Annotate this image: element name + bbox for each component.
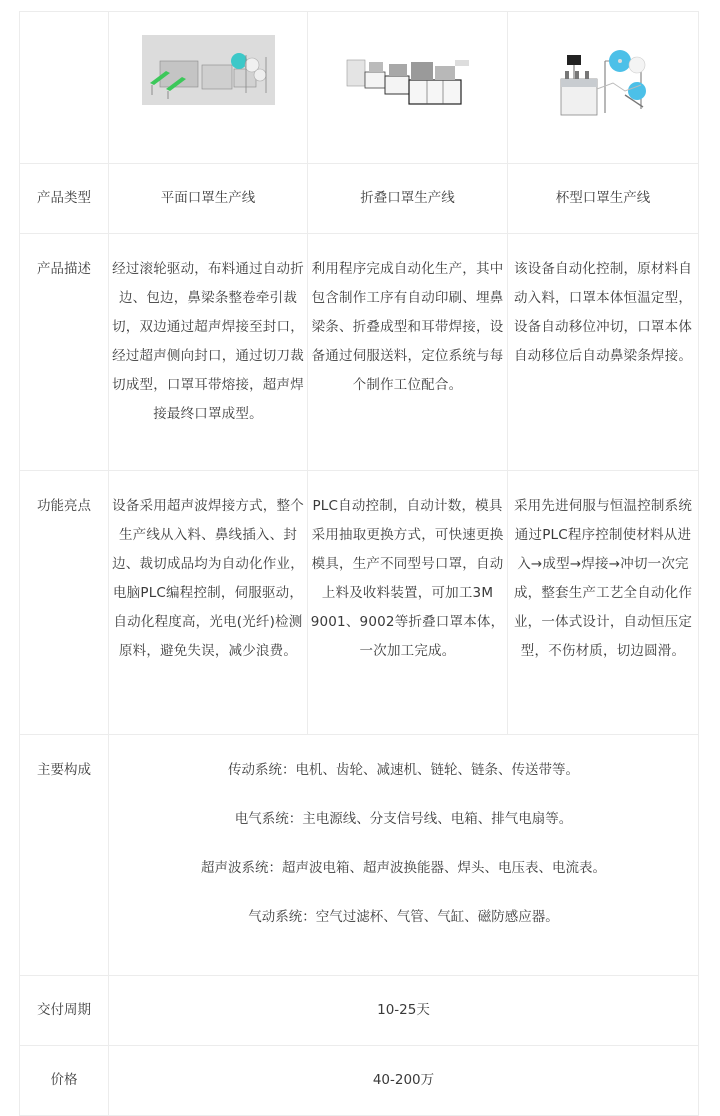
row-label-description: 产品描述 [20,234,109,471]
empty-corner-cell [20,12,109,164]
composition-transmission: 传动系统：电机、齿轮、减速机、链轮、链条、传送带等。 [228,762,579,778]
row-label-features: 功能亮点 [20,471,109,735]
image-cell-cup [508,12,699,164]
composition-cell [109,735,699,976]
product-type-folding: 折叠口罩生产线 [308,164,508,234]
product-type-flat: 平面口罩生产线 [109,164,308,234]
composition-row [20,735,699,976]
product-description-row [20,234,699,471]
product-type-row [20,164,699,234]
folding-mask-machine-image [343,52,473,112]
row-label-product-type: 产品类型 [20,164,109,234]
image-row [20,12,699,164]
description-folding: 利用程序完成自动化生产，其中包含制作工序有自动印刷、埋鼻梁条、折叠成型和耳带焊接，设备通过伺服送料，定位系统与每个制作工位配合。 [308,234,508,471]
features-flat: 设备采用超声波焊接方式，整个生产线从入料、鼻线插入、封边、裁切成品均为自动化作业，电脑PLC编程控制，伺服驱动，自动化程度高，光电(光纤)检测原料，避免失误，减少浪费。 [109,471,308,735]
features-row [20,471,699,735]
product-type-cup: 杯型口罩生产线 [508,164,699,234]
row-label-delivery: 交付周期 [20,976,109,1046]
row-label-composition: 主要构成 [20,735,109,976]
composition-electrical: 电气系统：主电源线、分支信号线、电箱、排气电扇等。 [234,811,573,827]
price-value: 40-200万 [109,1046,699,1116]
composition-ultrasonic: 超声波系统：超声波电箱、超声波换能器、焊头、电压表、电流表。 [201,860,606,876]
flat-mask-machine-image [142,35,275,105]
row-label-price: 价格 [20,1046,109,1116]
features-cup: 采用先进伺服与恒温控制系统通过PLC程序控制使材料从进入→成型→焊接→冲切一次完成，整套生产工艺全自动化作业，一体式设计，自动恒压定型，不伤材质，切边圆滑。 [508,471,699,735]
composition-pneumatic: 气动系统：空气过滤杯、气管、气缸、磁防感应器。 [248,909,559,925]
product-comparison-table [19,11,699,1116]
features-folding: PLC自动控制，自动计数，模具采用抽取更换方式，可快速更换模具，生产不同型号口罩，自动上料及收料装置，可加工3M 9001、9002等折叠口罩本体，一次加工完成。 [308,471,508,735]
image-cell-folding [308,12,508,164]
price-row [20,1046,699,1116]
description-flat: 经过滚轮驱动，布料通过自动折边、包边，鼻梁条整卷牵引裁切，双边通过超声焊接至封口，经过超声侧向封口，通过切刀裁切成型，口罩耳带熔接，超声焊接最终口罩成型。 [109,234,308,471]
delivery-row [20,976,699,1046]
image-cell-flat [109,12,308,164]
delivery-value: 10-25天 [109,976,699,1046]
description-cup: 该设备自动化控制，原材料自动入料，口罩本体恒温定型，设备自动移位冲切，口罩本体自动移位后自动鼻梁条焊接。 [508,234,699,471]
cup-mask-machine-image [553,45,653,127]
